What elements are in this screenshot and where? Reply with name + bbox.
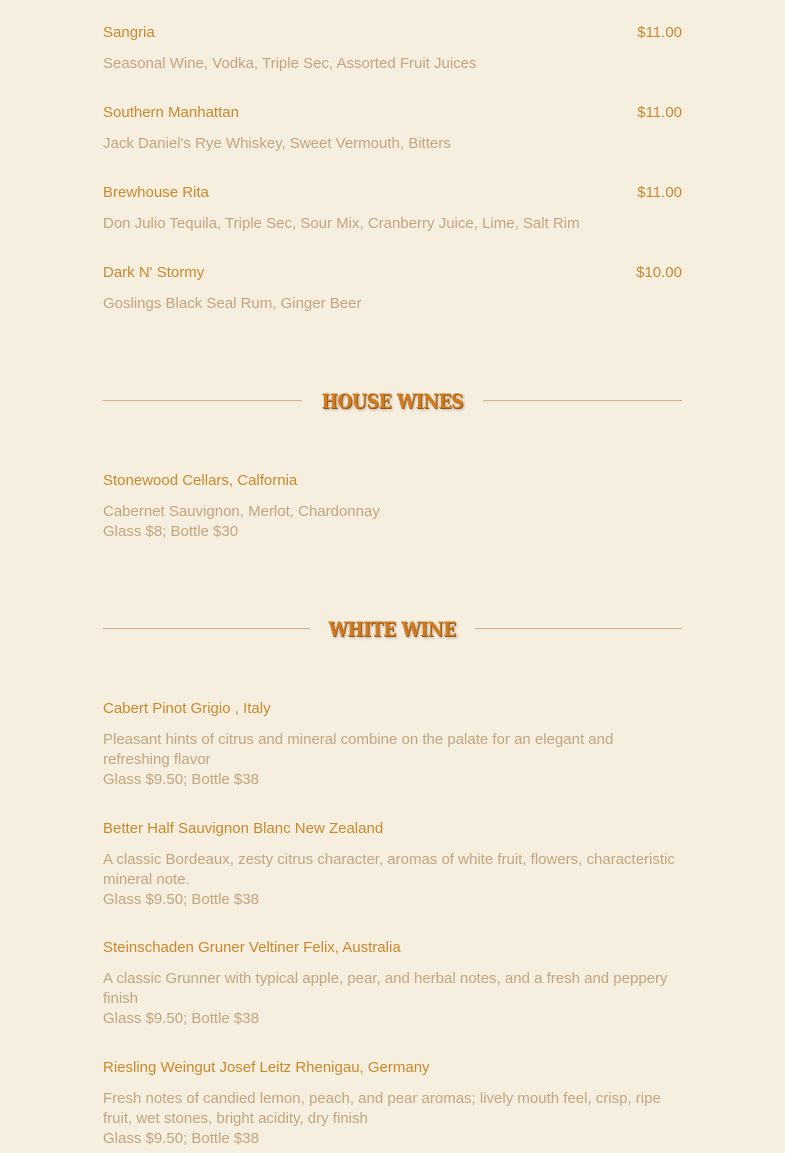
item-name: Dark N' Stormy — [103, 264, 205, 281]
menu-item-sangria — [103, 23, 682, 74]
wine-item — [103, 471, 682, 542]
white-wine-section — [103, 699, 682, 1149]
item-description: Pleasant hints of citrus and mineral combine on the palate for an elegant and refreshing flavor — [103, 731, 614, 768]
item-description: Goslings Black Seal Rum, Ginger Beer — [103, 295, 362, 312]
item-price-line: Glass $9.50; Bottle $38 — [103, 1010, 259, 1027]
item-description-cut — [103, 0, 682, 3]
item-price-line: Glass $9.50; Bottle $38 — [103, 1130, 259, 1147]
item-price: $11.00 — [637, 184, 682, 201]
divider — [475, 628, 682, 630]
item-name: Stonewood Cellars, Calfornia — [103, 472, 298, 489]
menu-item-southern-manhattan — [103, 103, 682, 154]
item-description: Jack Daniel's Rye Whiskey, Sweet Vermouth, Bitters — [103, 135, 451, 152]
divider — [483, 400, 682, 402]
item-name: Brewhouse Rita — [103, 184, 209, 201]
item-price: $11.00 — [637, 24, 682, 41]
item-description: Fresh notes of candied lemon, peach, and pear aromas; lively mouth feel, crisp, ripe fruit, wet stones, bright acidity, dry finish — [103, 1090, 661, 1127]
section-header-house-wines — [103, 381, 682, 421]
wine-item — [103, 699, 682, 790]
menu-content — [103, 0, 682, 1149]
item-price: $11.00 — [637, 104, 682, 121]
item-name: Steinschaden Gruner Veltiner Felix, Australia — [103, 939, 401, 956]
item-description: Seasonal Wine, Vodka, Triple Sec, Assorted Fruit Juices — [103, 55, 477, 72]
section-title: HOUSE WINES — [321, 389, 464, 413]
item-price-line: Glass $9.50; Bottle $38 — [103, 771, 259, 788]
item-name: Riesling Weingut Josef Leitz Rhenigau, Germany — [103, 1059, 430, 1076]
wine-item — [103, 819, 682, 910]
wine-item — [103, 1058, 682, 1149]
item-description: A classic Bordeaux, zesty citrus character, aromas of white fruit, flowers, characteristic mineral note. — [103, 851, 675, 888]
cocktails-section — [103, 0, 682, 314]
item-name: Better Half Sauvignon Blanc New Zealand — [103, 820, 384, 837]
section-title: WHITE WINE — [328, 617, 457, 641]
item-description: Don Julio Tequila, Triple Sec, Sour Mix, Cranberry Juice, Lime, Salt Rim — [103, 215, 580, 232]
item-name: Sangria — [103, 24, 155, 41]
menu-item-brewhouse-rita — [103, 183, 682, 234]
item-price: $10.00 — [636, 264, 682, 281]
divider — [103, 400, 302, 402]
menu-item-dark-n-stormy — [103, 263, 682, 314]
item-price-line: Glass $8; Bottle $30 — [103, 523, 239, 540]
item-name: Southern Manhattan — [103, 104, 239, 121]
divider — [103, 628, 310, 630]
wine-item — [103, 938, 682, 1029]
section-header-white-wine — [103, 609, 682, 649]
item-description: A classic Grunner with typical apple, pear, and herbal notes, and a fresh and peppery finish — [103, 970, 668, 1007]
item-description: Cabernet Sauvignon, Merlot, Chardonnay — [103, 503, 380, 520]
house-wines-section — [103, 471, 682, 542]
item-name: Cabert Pinot Grigio , Italy — [103, 700, 271, 717]
item-price-line: Glass $9.50; Bottle $38 — [103, 891, 259, 908]
